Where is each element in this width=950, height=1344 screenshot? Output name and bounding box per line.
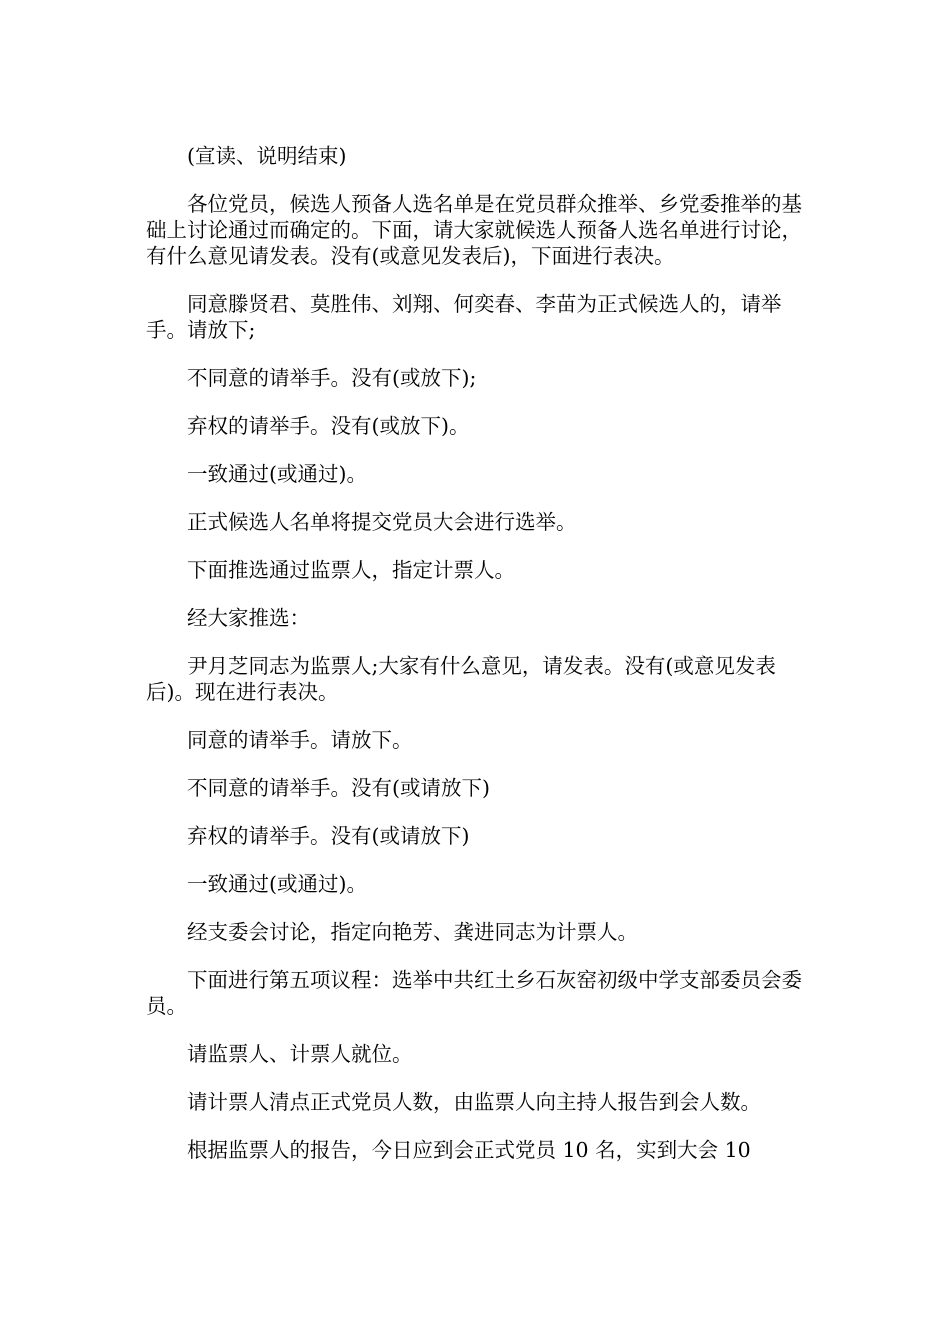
paragraph-agree-2: 同意的请举手。请放下。 — [187, 728, 413, 752]
paragraph-passed-1: 一致通过(或通过)。 — [187, 462, 367, 486]
paragraph-agenda-five: 下面进行第五项议程：选举中共红土乡石灰窑初级中学支部委员会委员。 — [146, 968, 802, 1018]
document-body — [146, 143, 814, 1185]
paragraph-after-selection: 经大家推选： — [187, 606, 310, 630]
paragraph-select-scrutineer: 下面推选通过监票人，指定计票人。 — [187, 558, 515, 582]
paragraph-attendance-report: 根据监票人的报告，今日应到会正式党员 10 名，实到大会 10 — [187, 1138, 751, 1162]
paragraph-disagree-2: 不同意的请举手。没有(或请放下) — [187, 776, 490, 800]
paragraph-abstain-2: 弃权的请举手。没有(或请放下) — [187, 824, 470, 848]
paragraph-take-positions: 请监票人、计票人就位。 — [187, 1042, 413, 1066]
paragraph-candidate-list: 各位党员，候选人预备人选名单是在党员群众推举、乡党委推举的基础上讨论通过而确定的。下面，请大家就候选人预备人选名单进行讨论，有什么意见请发表。没有(或意见发表后)，下面进行表决。 — [146, 192, 802, 268]
paragraph-agree-candidates: 同意滕贤君、莫胜伟、刘翔、何奕春、李苗为正式候选人的，请举手。请放下; — [146, 292, 782, 342]
paragraph-abstain-1: 弃权的请举手。没有(或放下)。 — [187, 414, 470, 438]
paragraph-count-members: 请计票人清点正式党员人数，由监票人向主持人报告到会人数。 — [187, 1090, 761, 1114]
paragraph-scrutineer-named: 尹月芝同志为监票人;大家有什么意见，请发表。没有(或意见发表后)。现在进行表决。 — [146, 654, 776, 704]
paragraph-tellers-named: 经支委会讨论，指定向艳芳、龚进同志为计票人。 — [187, 920, 638, 944]
paragraph-submit-list: 正式候选人名单将提交党员大会进行选举。 — [187, 510, 577, 534]
paragraph-disagree-1: 不同意的请举手。没有(或放下); — [187, 366, 477, 390]
paragraph-reading-end: (宣读、说明结束) — [187, 144, 347, 168]
paragraph-passed-2: 一致通过(或通过)。 — [187, 872, 367, 896]
